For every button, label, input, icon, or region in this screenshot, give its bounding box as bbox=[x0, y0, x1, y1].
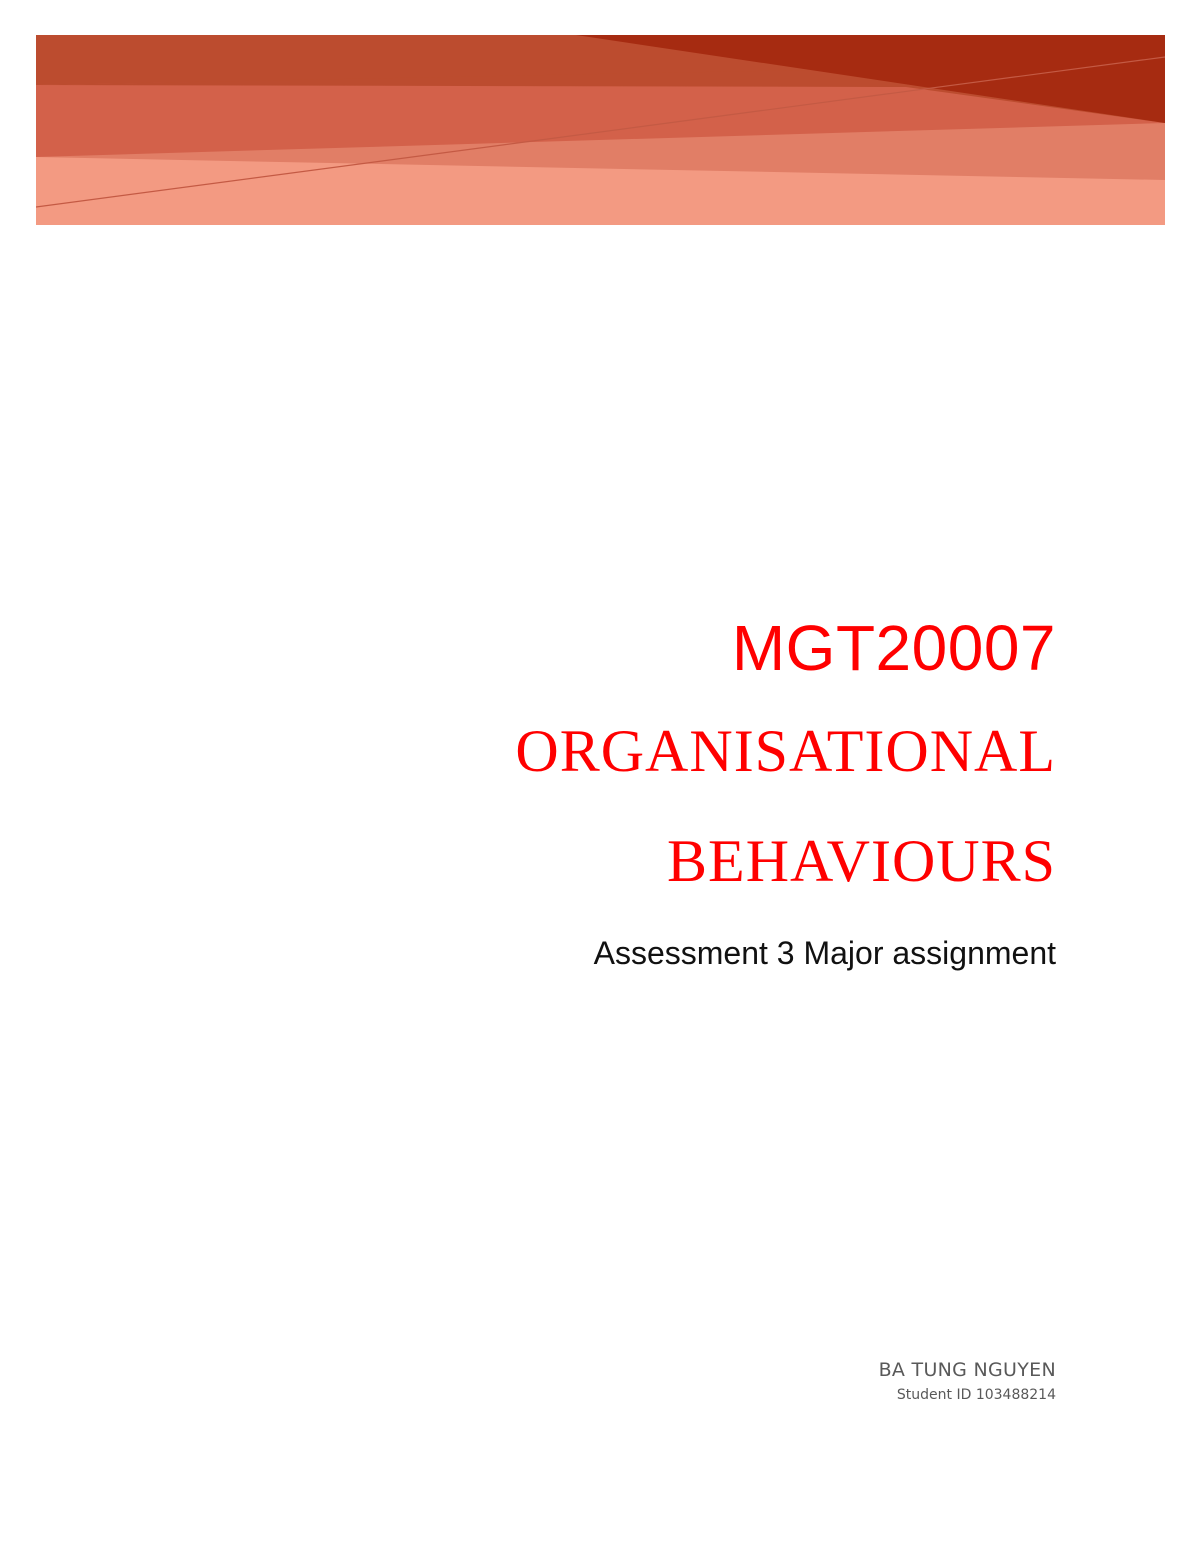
author-block bbox=[556, 1356, 1056, 1406]
header-banner bbox=[36, 35, 1165, 225]
assessment-subtitle: Assessment 3 Major assignment bbox=[593, 935, 1056, 971]
course-title-line1: ORGANISATIONAL bbox=[515, 718, 1056, 784]
author-name: BA TUNG NGUYEN bbox=[878, 1359, 1056, 1381]
title-block bbox=[356, 600, 1056, 978]
course-code: MGT20007 bbox=[731, 612, 1056, 684]
course-title-line2: BEHAVIOURS bbox=[667, 828, 1056, 894]
student-id: Student ID 103488214 bbox=[896, 1387, 1056, 1403]
